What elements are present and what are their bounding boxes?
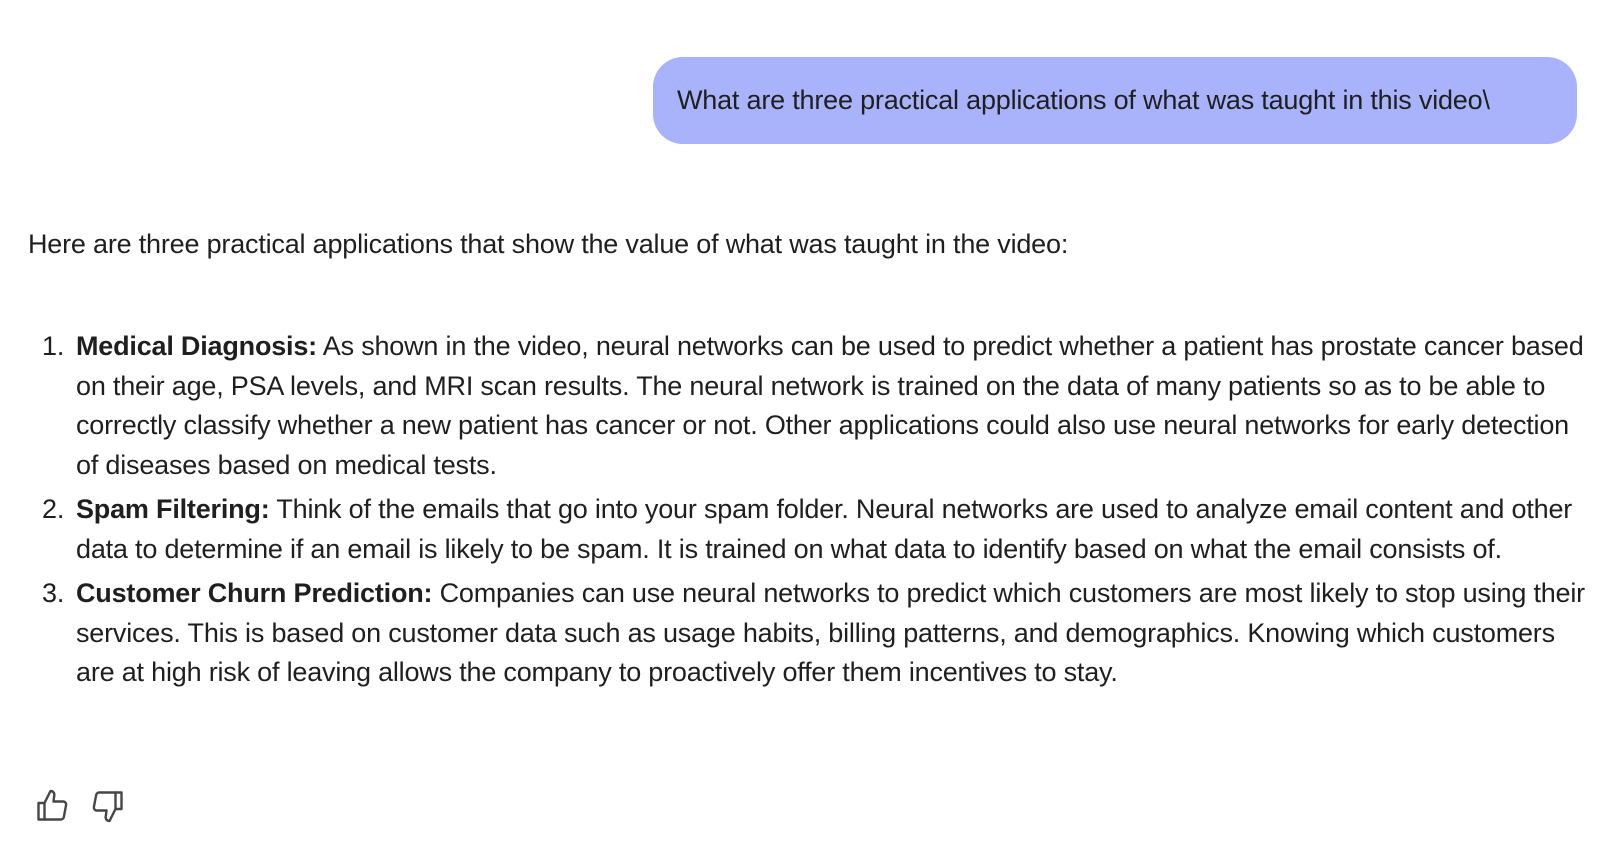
list-item-text: Think of the emails that go into your spam folder. Neural networks are used to analyze email content and other data to determine if an email is likely to be spam. It is trained on what data to identify based on what the email consists of. [76,494,1573,564]
thumbs-down-icon [90,788,126,829]
list-item-number: 3. [42,578,65,608]
user-message-text: What are three practical applications of what was taught in this video\ [677,85,1490,115]
user-message-bubble [653,57,1577,144]
list-item-term: Customer Churn Prediction: [76,578,433,608]
list-item [28,490,1588,569]
list-item [28,327,1588,485]
response-intro: Here are three practical applications that show the value of what was taught in the video: [28,229,1069,259]
list-item-text: Companies can use neural networks to predict which customers are most likely to stop using their services. This is based on customer data such as usage habits, billing patterns, and demographics. Knowing which customers are at high risk of leaving allows the company to proactively offer them incentives to stay. [76,578,1585,687]
list-item-term: Spam Filtering: [76,494,270,524]
response-list [28,327,1588,698]
thumbs-up-button[interactable] [34,790,70,826]
list-item-term: Medical Diagnosis: [76,331,317,361]
thumbs-up-icon [34,788,70,829]
list-item-number: 2. [42,494,65,524]
list-item-text: As shown in the video, neural networks can be used to predict whether a patient has prostate cancer based on their age, PSA levels, and MRI scan results. The neural network is trained on the data of many patients so as to be able to correctly classify whether a new patient has cancer or not. Other applications could also use neural networks for early detection of diseases based on medical tests. [76,331,1584,480]
feedback-bar [34,790,126,826]
list-item [28,574,1588,693]
thumbs-down-button[interactable] [90,790,126,826]
list-item-number: 1. [42,331,65,361]
